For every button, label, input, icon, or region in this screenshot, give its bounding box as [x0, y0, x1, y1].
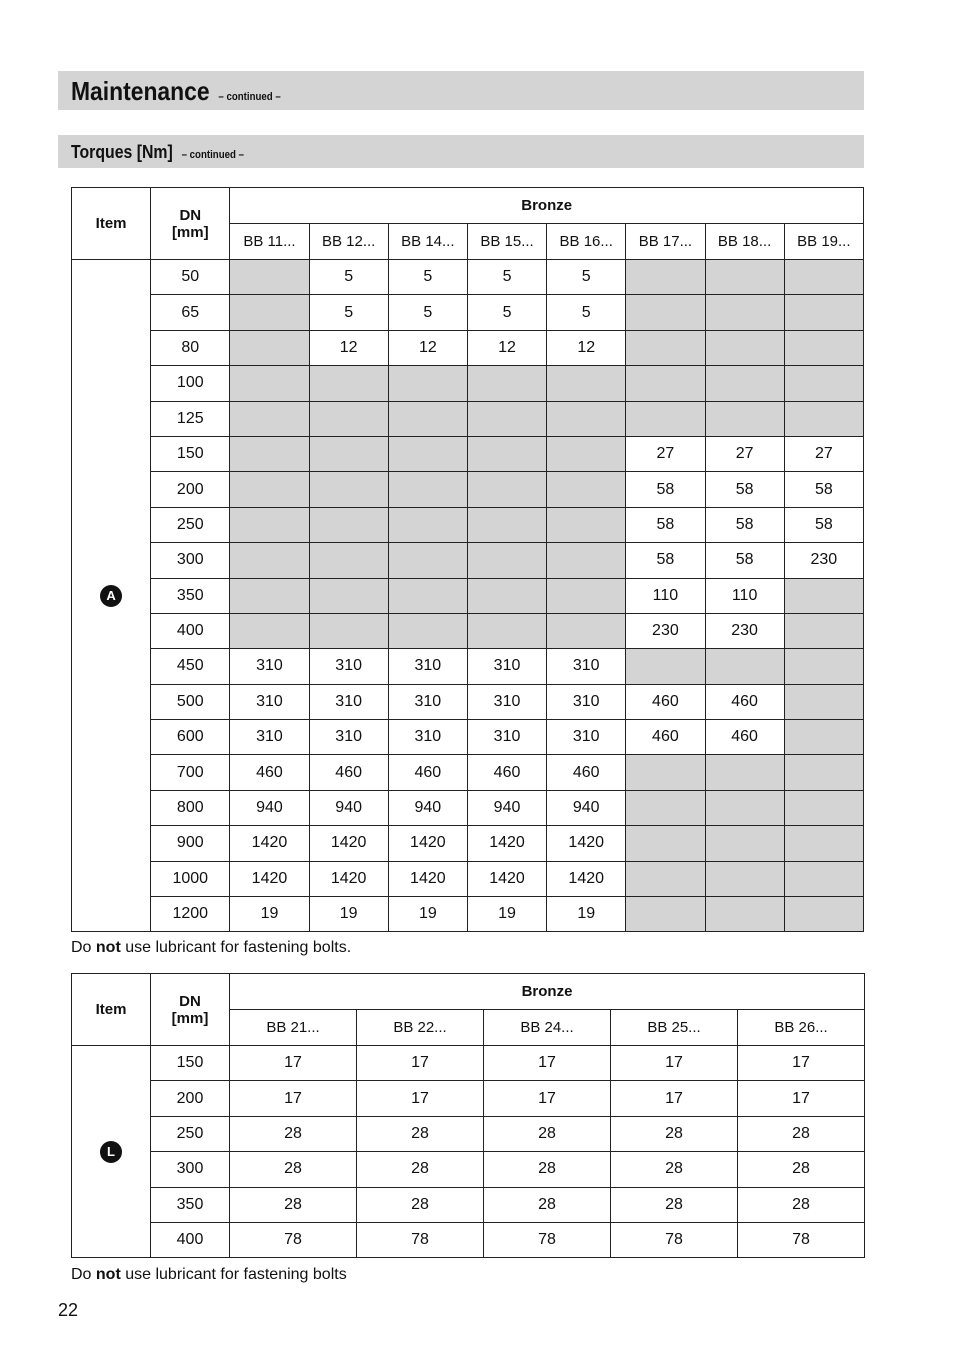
torque-cell: 1420	[309, 861, 388, 896]
torque-cell: 58	[626, 472, 705, 507]
torque-cell: 310	[388, 720, 467, 755]
torque-cell: 1420	[388, 861, 467, 896]
table-row	[72, 861, 864, 896]
dn-header	[151, 974, 230, 1046]
torque-cell: 460	[626, 720, 705, 755]
column-header: BB 24...	[484, 1010, 611, 1046]
material-group-header: Bronze	[230, 188, 864, 224]
dn-cell: 300	[151, 543, 230, 578]
table-row	[72, 366, 864, 401]
empty-cell	[309, 613, 388, 648]
empty-cell	[784, 826, 863, 861]
torque-cell: 310	[230, 684, 309, 719]
torque-cell: 12	[467, 330, 546, 365]
torque-cell: 310	[547, 649, 626, 684]
empty-cell	[309, 436, 388, 471]
dn-header	[151, 188, 230, 260]
torque-cell: 17	[611, 1046, 738, 1081]
torque-cell: 58	[705, 507, 784, 542]
torque-cell: 460	[230, 755, 309, 790]
table-row	[72, 613, 864, 648]
dn-cell: 125	[151, 401, 230, 436]
table-row	[72, 755, 864, 790]
empty-cell	[467, 436, 546, 471]
dn-cell: 80	[151, 330, 230, 365]
empty-cell	[784, 578, 863, 613]
empty-cell	[705, 295, 784, 330]
subsection-continued-label: – continued –	[181, 149, 244, 161]
subsection-title-text: Torques [Nm]	[71, 142, 173, 162]
item-cell	[72, 1046, 151, 1258]
table-row	[72, 260, 864, 295]
empty-cell	[626, 260, 705, 295]
section-title	[71, 76, 281, 107]
empty-cell	[230, 366, 309, 401]
table-row	[72, 401, 864, 436]
empty-cell	[626, 649, 705, 684]
item-cell	[72, 260, 151, 932]
torque-cell: 1420	[547, 861, 626, 896]
column-header: BB 21...	[230, 1010, 357, 1046]
empty-cell	[230, 260, 309, 295]
empty-cell	[784, 260, 863, 295]
torque-cell: 17	[484, 1046, 611, 1081]
empty-cell	[784, 720, 863, 755]
torque-cell: 28	[357, 1187, 484, 1222]
table-row	[72, 826, 864, 861]
torque-cell: 310	[230, 649, 309, 684]
torque-cell: 17	[611, 1081, 738, 1116]
empty-cell	[467, 472, 546, 507]
dn-cell: 1000	[151, 861, 230, 896]
torque-cell: 310	[467, 720, 546, 755]
dn-cell: 250	[151, 1116, 230, 1151]
torque-cell: 28	[611, 1116, 738, 1151]
torque-cell: 1420	[230, 826, 309, 861]
torque-cell: 28	[611, 1187, 738, 1222]
empty-cell	[626, 330, 705, 365]
empty-cell	[230, 436, 309, 471]
torque-cell: 310	[388, 684, 467, 719]
empty-cell	[388, 578, 467, 613]
table-row	[72, 1046, 865, 1081]
empty-cell	[230, 295, 309, 330]
dn-cell: 700	[151, 755, 230, 790]
empty-cell	[705, 366, 784, 401]
table-row	[72, 436, 864, 471]
empty-cell	[784, 684, 863, 719]
empty-cell	[388, 366, 467, 401]
empty-cell	[626, 861, 705, 896]
item-header: Item	[72, 188, 151, 260]
dn-header-line1: DN	[179, 992, 201, 1010]
torque-cell: 940	[388, 790, 467, 825]
table-row	[72, 897, 864, 932]
torque-cell: 5	[547, 260, 626, 295]
torque-cell: 17	[484, 1081, 611, 1116]
section-continued-label: – continued –	[218, 91, 281, 103]
empty-cell	[705, 897, 784, 932]
torque-cell: 17	[230, 1081, 357, 1116]
dn-cell: 65	[151, 295, 230, 330]
empty-cell	[784, 861, 863, 896]
dn-cell: 500	[151, 684, 230, 719]
empty-cell	[784, 330, 863, 365]
subsection-header-band	[58, 135, 864, 168]
table-row	[72, 1187, 865, 1222]
empty-cell	[230, 472, 309, 507]
table-row	[72, 507, 864, 542]
torque-cell: 28	[484, 1116, 611, 1151]
empty-cell	[705, 861, 784, 896]
subsection-title	[71, 142, 244, 163]
empty-cell	[388, 436, 467, 471]
torque-cell: 19	[467, 897, 546, 932]
torque-cell: 940	[309, 790, 388, 825]
empty-cell	[467, 401, 546, 436]
torque-cell: 17	[738, 1046, 865, 1081]
torque-cell: 27	[784, 436, 863, 471]
column-header: BB 11...	[230, 224, 309, 260]
table-row	[72, 1081, 865, 1116]
torque-cell: 19	[547, 897, 626, 932]
dn-cell: 1200	[151, 897, 230, 932]
empty-cell	[388, 472, 467, 507]
torque-cell: 5	[309, 295, 388, 330]
note-emphasis: not	[95, 1266, 121, 1283]
column-header: BB 19...	[784, 224, 863, 260]
item-header: Item	[72, 974, 151, 1046]
column-header: BB 16...	[547, 224, 626, 260]
torque-cell: 230	[705, 613, 784, 648]
dn-cell: 300	[151, 1152, 230, 1187]
empty-cell	[784, 755, 863, 790]
torque-cell: 940	[547, 790, 626, 825]
table-row	[72, 472, 864, 507]
table-row	[72, 1222, 865, 1257]
dn-cell: 400	[151, 613, 230, 648]
column-header: BB 25...	[611, 1010, 738, 1046]
torque-cell: 1420	[467, 861, 546, 896]
empty-cell	[230, 613, 309, 648]
dn-header-line2: [mm]	[171, 1009, 209, 1027]
torque-cell: 1420	[309, 826, 388, 861]
torque-cell: 12	[547, 330, 626, 365]
torque-cell: 310	[309, 649, 388, 684]
torque-cell: 310	[547, 720, 626, 755]
empty-cell	[309, 543, 388, 578]
empty-cell	[626, 401, 705, 436]
empty-cell	[388, 613, 467, 648]
torque-cell: 460	[309, 755, 388, 790]
empty-cell	[784, 295, 863, 330]
empty-cell	[230, 330, 309, 365]
torque-cell: 78	[357, 1222, 484, 1257]
torque-cell: 310	[230, 720, 309, 755]
empty-cell	[230, 578, 309, 613]
column-header: BB 12...	[309, 224, 388, 260]
torque-cell: 58	[626, 507, 705, 542]
torque-cell: 460	[388, 755, 467, 790]
empty-cell	[547, 613, 626, 648]
empty-cell	[547, 472, 626, 507]
empty-cell	[309, 578, 388, 613]
torque-cell: 940	[230, 790, 309, 825]
table-row	[72, 330, 864, 365]
dn-cell: 900	[151, 826, 230, 861]
empty-cell	[467, 366, 546, 401]
torque-cell: 58	[705, 472, 784, 507]
section-title-text: Maintenance	[71, 76, 210, 106]
empty-cell	[626, 826, 705, 861]
material-group-header: Bronze	[230, 974, 865, 1010]
torque-cell: 110	[705, 578, 784, 613]
torque-cell: 17	[357, 1081, 484, 1116]
torque-cell: 27	[626, 436, 705, 471]
torque-cell: 17	[357, 1046, 484, 1081]
table-row	[72, 684, 864, 719]
dn-cell: 100	[151, 366, 230, 401]
empty-cell	[388, 543, 467, 578]
empty-cell	[784, 366, 863, 401]
torque-cell: 17	[738, 1081, 865, 1116]
empty-cell	[784, 649, 863, 684]
table-row	[72, 543, 864, 578]
page-number: 22	[58, 1300, 79, 1320]
torque-table-1	[71, 187, 864, 932]
torque-cell: 28	[484, 1152, 611, 1187]
dn-cell: 350	[151, 578, 230, 613]
empty-cell	[705, 755, 784, 790]
torque-cell: 460	[705, 684, 784, 719]
torque-cell: 310	[309, 720, 388, 755]
torque-cell: 19	[309, 897, 388, 932]
table-row	[72, 720, 864, 755]
empty-cell	[547, 436, 626, 471]
empty-cell	[705, 649, 784, 684]
torque-cell: 230	[626, 613, 705, 648]
item-marker-icon: A	[100, 585, 122, 607]
empty-cell	[309, 401, 388, 436]
torque-cell: 1420	[547, 826, 626, 861]
empty-cell	[784, 401, 863, 436]
empty-cell	[784, 897, 863, 932]
lubricant-note-1	[71, 939, 351, 957]
table-row	[72, 1116, 865, 1151]
empty-cell	[309, 507, 388, 542]
dn-cell: 600	[151, 720, 230, 755]
dn-cell: 450	[151, 649, 230, 684]
torque-cell: 5	[467, 260, 546, 295]
torque-cell: 5	[547, 295, 626, 330]
dn-cell: 800	[151, 790, 230, 825]
empty-cell	[230, 543, 309, 578]
empty-cell	[705, 826, 784, 861]
torque-cell: 28	[357, 1152, 484, 1187]
column-header: BB 15...	[467, 224, 546, 260]
torque-cell: 310	[388, 649, 467, 684]
torque-cell: 940	[467, 790, 546, 825]
torque-cell: 5	[388, 295, 467, 330]
torque-cell: 310	[309, 684, 388, 719]
torque-cell: 1420	[388, 826, 467, 861]
torque-cell: 58	[626, 543, 705, 578]
dn-header-line2: [mm]	[171, 223, 209, 241]
table-row	[72, 578, 864, 613]
note-emphasis: not	[95, 939, 121, 956]
empty-cell	[467, 613, 546, 648]
torque-cell: 78	[484, 1222, 611, 1257]
empty-cell	[309, 472, 388, 507]
torque-cell: 460	[547, 755, 626, 790]
torque-cell: 58	[784, 507, 863, 542]
empty-cell	[467, 543, 546, 578]
empty-cell	[626, 790, 705, 825]
table-row	[72, 649, 864, 684]
dn-cell: 200	[151, 472, 230, 507]
empty-cell	[626, 366, 705, 401]
column-header: BB 14...	[388, 224, 467, 260]
torque-cell: 78	[230, 1222, 357, 1257]
torque-cell: 460	[626, 684, 705, 719]
torque-cell: 28	[738, 1116, 865, 1151]
empty-cell	[705, 260, 784, 295]
note-text: Do	[71, 939, 96, 956]
empty-cell	[547, 507, 626, 542]
empty-cell	[626, 897, 705, 932]
table-row	[72, 1152, 865, 1187]
dn-header-line1: DN	[179, 206, 202, 224]
torque-cell: 17	[230, 1046, 357, 1081]
empty-cell	[467, 578, 546, 613]
torque-cell: 5	[467, 295, 546, 330]
dn-cell: 250	[151, 507, 230, 542]
dn-cell: 350	[151, 1187, 230, 1222]
dn-cell: 200	[151, 1081, 230, 1116]
empty-cell	[705, 330, 784, 365]
torque-cell: 1420	[230, 861, 309, 896]
empty-cell	[547, 401, 626, 436]
dn-cell: 150	[151, 436, 230, 471]
torque-cell: 460	[467, 755, 546, 790]
torque-cell: 1420	[467, 826, 546, 861]
torque-cell: 12	[309, 330, 388, 365]
torque-cell: 58	[705, 543, 784, 578]
torque-cell: 28	[230, 1187, 357, 1222]
torque-cell: 19	[230, 897, 309, 932]
dn-cell: 400	[151, 1222, 230, 1257]
torque-cell: 78	[738, 1222, 865, 1257]
empty-cell	[467, 507, 546, 542]
torque-cell: 28	[230, 1116, 357, 1151]
empty-cell	[388, 401, 467, 436]
torque-cell: 310	[467, 684, 546, 719]
lubricant-note-2	[71, 1266, 347, 1284]
torque-cell: 5	[388, 260, 467, 295]
torque-cell: 28	[230, 1152, 357, 1187]
torque-cell: 110	[626, 578, 705, 613]
torque-cell: 5	[309, 260, 388, 295]
torque-cell: 28	[738, 1152, 865, 1187]
torque-cell: 230	[784, 543, 863, 578]
torque-cell: 27	[705, 436, 784, 471]
empty-cell	[230, 401, 309, 436]
column-header: BB 17...	[626, 224, 705, 260]
item-marker-icon: L	[100, 1141, 122, 1163]
empty-cell	[626, 755, 705, 790]
empty-cell	[388, 507, 467, 542]
note-text: use lubricant for fastening bolts	[120, 1266, 347, 1283]
empty-cell	[705, 790, 784, 825]
empty-cell	[626, 295, 705, 330]
torque-cell: 12	[388, 330, 467, 365]
column-header: BB 18...	[705, 224, 784, 260]
empty-cell	[784, 613, 863, 648]
torque-cell: 78	[611, 1222, 738, 1257]
empty-cell	[309, 366, 388, 401]
torque-table-2	[71, 973, 865, 1258]
column-header: BB 22...	[357, 1010, 484, 1046]
dn-cell: 150	[151, 1046, 230, 1081]
torque-cell: 28	[357, 1116, 484, 1151]
note-text: use lubricant for fastening bolts.	[120, 939, 352, 956]
empty-cell	[547, 578, 626, 613]
torque-cell: 19	[388, 897, 467, 932]
dn-cell: 50	[151, 260, 230, 295]
empty-cell	[547, 366, 626, 401]
empty-cell	[230, 507, 309, 542]
torque-cell: 28	[484, 1187, 611, 1222]
torque-cell: 28	[738, 1187, 865, 1222]
column-header: BB 26...	[738, 1010, 865, 1046]
torque-cell: 58	[784, 472, 863, 507]
empty-cell	[705, 401, 784, 436]
torque-cell: 28	[611, 1152, 738, 1187]
empty-cell	[547, 543, 626, 578]
section-header-band	[58, 71, 864, 110]
table-row	[72, 790, 864, 825]
torque-cell: 310	[467, 649, 546, 684]
note-text: Do	[71, 1266, 96, 1283]
torque-cell: 460	[705, 720, 784, 755]
table-row	[72, 295, 864, 330]
torque-cell: 310	[547, 684, 626, 719]
empty-cell	[784, 790, 863, 825]
